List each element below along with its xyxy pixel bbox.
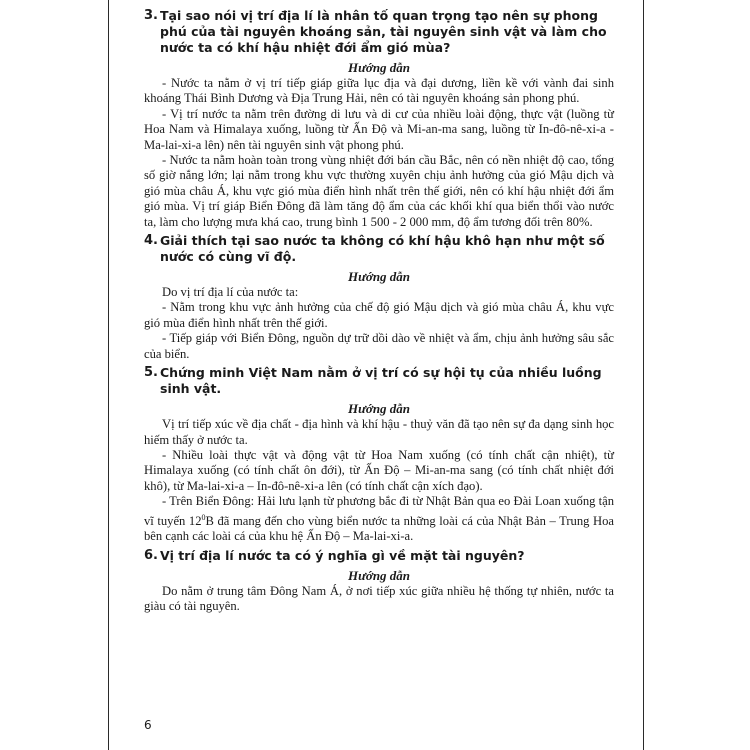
question-number: 3. xyxy=(144,8,158,23)
answer-paragraph: - Vị trí nước ta nằm trên đường di lưu và di cư của nhiều loài động, thực vật (luồng từ Hoa Nam và Himalaya xuống, luồng từ Ấn Độ và Mi-an-ma sang, luồng từ In-đô-nê-xi-a - Ma-lai-xi-a lên) nên tài nguyên sinh vật phong phú. xyxy=(144,106,614,152)
answer-paragraph: Vị trí tiếp xúc về địa chất - địa hình và khí hậu - thuỷ văn đã tạo nên sự đa dạng sinh học hiếm thấy ở nước ta. xyxy=(144,417,614,447)
answer-paragraph: - Nước ta nằm hoàn toàn trong vùng nhiệt đới bán cầu Bắc, nên có nền nhiệt độ cao, tổng số giờ nắng lớn; lại nằm trong khu vực thường xuyên chịu ảnh hưởng của gió Mậu dịch và gió mùa châu Á, khu vực gió mùa điển hình nhất trên thế giới, nên có khí hậu nhiệt đới ẩm gió mùa. Vị trí giáp Biển Đông đã làm tăng độ ẩm của các khối khí qua biển thổi vào nước ta, làm cho lượng mưa khá cao, trung bình 1 500 - 2 000 mm, độ ẩm tương đối trên 80%. xyxy=(144,153,614,229)
guide-heading: Hướng dẫn xyxy=(347,401,411,417)
question-text: Tại sao nói vị trí địa lí là nhân tố quan trọng tạo nên sự phong phú của tài nguyên khoáng sản, tài nguyên sinh vật và làm cho nước ta có khí hậu nhiệt đới ẩm gió mùa? xyxy=(160,8,607,55)
answer-paragraph: - Tiếp giáp với Biển Đông, nguồn dự trữ dồi dào về nhiệt và ẩm, chịu ảnh hưởng sâu sắc của biển. xyxy=(144,331,614,361)
answer-text: B đã mang đến cho vùng biển nước ta những loài cá của Nhật Bản – Trung Hoa bên cạnh các loài cá của khu hệ Ấn Độ – Ma-lai-xi-a. xyxy=(144,513,614,544)
answer-paragraph: - Nước ta nằm ở vị trí tiếp giáp giữa lục địa và đại dương, liền kề với vành đai sinh khoáng Thái Bình Dương và Địa Trung Hải, nên có tài nguyên khoáng sản phong phú. xyxy=(144,76,614,106)
guide-heading: Hướng dẫn xyxy=(347,567,411,583)
degree-superscript: 0 xyxy=(201,512,206,522)
question-number: 6. xyxy=(144,547,158,563)
book-page xyxy=(108,0,644,750)
question-4 xyxy=(144,233,614,265)
page-number: 6 xyxy=(144,718,152,732)
page-content xyxy=(144,8,614,614)
question-number: 5. xyxy=(144,365,158,381)
question-text: Vị trí địa lí nước ta có ý nghĩa gì về mặt tài nguyên? xyxy=(160,547,525,563)
question-6 xyxy=(144,548,614,564)
guide-heading: Hướng dẫn xyxy=(347,60,411,75)
answer-paragraph: - Nằm trong khu vực ảnh hưởng của chế độ gió Mậu dịch và gió mùa châu Á, khu vực gió mùa điển hình nhất trên thế giới. xyxy=(144,300,614,330)
question-5 xyxy=(144,365,614,397)
question-text: Chứng minh Việt Nam nằm ở vị trí có sự hội tụ của nhiều luồng sinh vật. xyxy=(160,365,602,397)
question-3 xyxy=(144,8,614,56)
answer-text: - Trên Biển Đông: Hải lưu lạnh từ phương bắc đi từ Nhật Bản qua eo Đài Loan xuống tận vĩ tuyến 12 xyxy=(144,494,614,528)
question-number: 4. xyxy=(144,233,158,249)
answer-paragraph: Do nằm ở trung tâm Đông Nam Á, ở nơi tiếp xúc giữa nhiều hệ thống tự nhiên, nước ta giàu có tài nguyên. xyxy=(144,583,614,613)
answer-paragraph: Do vị trí địa lí của nước ta: xyxy=(162,285,299,300)
question-text: Giải thích tại sao nước ta không có khí hậu khô hạn như một số nước có cùng vĩ độ. xyxy=(160,233,605,265)
answer-paragraph xyxy=(144,494,614,544)
guide-heading: Hướng dẫn xyxy=(347,269,411,285)
answer-paragraph: - Nhiều loài thực vật và động vật từ Hoa Nam xuống (có tính chất cận nhiệt), từ Himalaya xuống (có tính chất ôn đới), từ Ấn Độ – Mi-an-ma sang (có tính chất nhiệt đới khô), từ Ma-lai-xi-a – In-đô-nê-xi-a lên (có tính chất cận xích đạo). xyxy=(144,447,614,493)
